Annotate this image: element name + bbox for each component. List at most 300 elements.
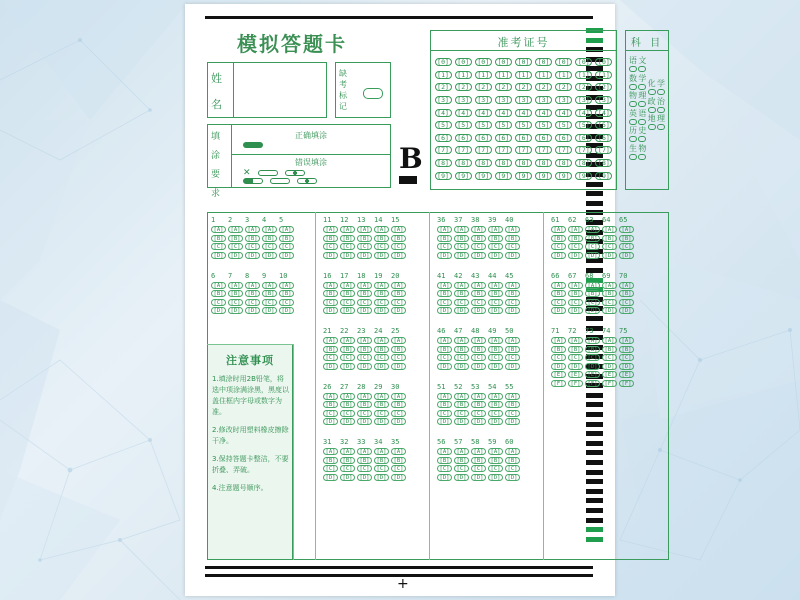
answer-bubble[interactable] — [391, 235, 408, 242]
answer-bubble[interactable] — [619, 299, 636, 306]
exam-number-bubble[interactable] — [594, 69, 614, 82]
answer-bubble[interactable] — [471, 307, 488, 314]
option-row[interactable] — [323, 337, 409, 344]
answer-bubble[interactable] — [211, 282, 228, 289]
answer-bubble[interactable] — [454, 226, 471, 233]
answer-bubble[interactable] — [568, 371, 585, 378]
exam-number-bubble[interactable] — [453, 94, 473, 107]
answer-block[interactable] — [323, 383, 409, 426]
option-row[interactable] — [551, 290, 637, 297]
option-row[interactable] — [437, 337, 523, 344]
subject-bubble[interactable] — [638, 119, 646, 125]
answer-bubble[interactable] — [245, 243, 262, 250]
answer-bubble[interactable] — [602, 252, 619, 259]
option-row[interactable] — [551, 226, 637, 233]
answer-bubble[interactable] — [245, 226, 262, 233]
option-row[interactable] — [437, 252, 523, 259]
answer-bubble[interactable] — [340, 252, 357, 259]
answer-bubble[interactable] — [471, 337, 488, 344]
answer-bubble[interactable] — [357, 401, 374, 408]
answer-bubble[interactable] — [374, 282, 391, 289]
answer-bubble[interactable] — [471, 235, 488, 242]
answer-bubble[interactable] — [391, 252, 408, 259]
answer-bubble[interactable] — [340, 354, 357, 361]
answer-bubble[interactable] — [488, 307, 505, 314]
option-row[interactable] — [551, 354, 637, 361]
answer-bubble[interactable] — [488, 465, 505, 472]
answer-bubble[interactable] — [323, 346, 340, 353]
exam-number-bubble[interactable] — [534, 169, 554, 182]
exam-number-bubble[interactable] — [534, 94, 554, 107]
answer-bubble[interactable] — [228, 235, 245, 242]
exam-number-bubble[interactable] — [453, 132, 473, 145]
exam-number-bubble[interactable] — [554, 69, 574, 82]
subject-bubble[interactable] — [657, 124, 665, 130]
answer-bubble[interactable] — [374, 290, 391, 297]
answer-bubble[interactable] — [619, 226, 636, 233]
exam-number-bubble[interactable] — [433, 132, 453, 145]
exam-number-bubble[interactable] — [534, 56, 554, 69]
answer-bubble[interactable] — [488, 401, 505, 408]
subject-entry[interactable] — [638, 91, 646, 107]
answer-bubble[interactable] — [471, 243, 488, 250]
answer-block[interactable] — [323, 327, 409, 370]
answer-bubble[interactable] — [245, 290, 262, 297]
answer-bubble[interactable] — [488, 282, 505, 289]
answer-bubble[interactable] — [471, 474, 488, 481]
answer-bubble[interactable] — [488, 299, 505, 306]
answer-bubble[interactable] — [437, 307, 454, 314]
answer-bubble[interactable] — [262, 243, 279, 250]
answer-bubble[interactable] — [211, 226, 228, 233]
answer-bubble[interactable] — [602, 371, 619, 378]
answer-bubble[interactable] — [357, 346, 374, 353]
exam-number-bubble[interactable] — [534, 106, 554, 119]
option-row[interactable] — [323, 363, 409, 370]
answer-bubble[interactable] — [568, 354, 585, 361]
answer-bubble[interactable] — [374, 346, 391, 353]
exam-number-bubble[interactable] — [473, 157, 493, 170]
exam-number-bubble[interactable] — [513, 132, 533, 145]
exam-number-bubble[interactable] — [433, 157, 453, 170]
answer-bubble[interactable] — [505, 448, 522, 455]
answer-bubble[interactable] — [437, 282, 454, 289]
answer-bubble[interactable] — [357, 282, 374, 289]
option-row[interactable] — [323, 410, 409, 417]
answer-bubble[interactable] — [391, 337, 408, 344]
answer-bubble[interactable] — [391, 418, 408, 425]
answer-bubble[interactable] — [374, 252, 391, 259]
answer-bubble[interactable] — [602, 226, 619, 233]
subject-entry[interactable] — [638, 144, 646, 160]
exam-number-bubble[interactable] — [574, 157, 594, 170]
answer-bubble[interactable] — [505, 252, 522, 259]
subject-bubble[interactable] — [629, 136, 637, 142]
answer-bubble[interactable] — [568, 282, 585, 289]
answer-bubble[interactable] — [391, 282, 408, 289]
answer-bubble[interactable] — [585, 371, 602, 378]
option-row[interactable] — [323, 299, 409, 306]
answer-bubble[interactable] — [340, 393, 357, 400]
answer-bubble[interactable] — [245, 299, 262, 306]
answer-bubble[interactable] — [585, 380, 602, 387]
answer-bubble[interactable] — [323, 337, 340, 344]
answer-bubble[interactable] — [551, 299, 568, 306]
answer-block[interactable] — [437, 383, 523, 426]
answer-bubble[interactable] — [471, 226, 488, 233]
answer-bubble[interactable] — [323, 457, 340, 464]
answer-bubble[interactable] — [262, 299, 279, 306]
exam-number-column[interactable] — [594, 56, 614, 186]
answer-bubble[interactable] — [568, 363, 585, 370]
answer-column-group[interactable] — [323, 216, 409, 490]
subject-entry[interactable] — [648, 114, 656, 130]
answer-block[interactable] — [437, 272, 523, 315]
exam-number-bubble[interactable] — [433, 94, 453, 107]
exam-number-column[interactable] — [574, 56, 594, 186]
answer-bubble[interactable] — [471, 252, 488, 259]
answer-bubble[interactable] — [279, 235, 296, 242]
option-row[interactable] — [323, 282, 409, 289]
exam-number-columns[interactable] — [433, 56, 614, 186]
option-row[interactable] — [437, 307, 523, 314]
answer-bubble[interactable] — [585, 226, 602, 233]
answer-bubble[interactable] — [488, 410, 505, 417]
answer-bubble[interactable] — [585, 243, 602, 250]
answer-bubble[interactable] — [505, 457, 522, 464]
option-row[interactable] — [323, 457, 409, 464]
answer-bubble[interactable] — [568, 252, 585, 259]
answer-block[interactable] — [551, 272, 637, 315]
answer-bubble[interactable] — [488, 393, 505, 400]
answer-bubble[interactable] — [488, 474, 505, 481]
exam-number-bubble[interactable] — [594, 157, 614, 170]
answer-bubble[interactable] — [374, 410, 391, 417]
exam-number-bubble[interactable] — [513, 69, 533, 82]
answer-bubble[interactable] — [551, 380, 568, 387]
answer-bubble[interactable] — [357, 307, 374, 314]
answer-bubble[interactable] — [340, 307, 357, 314]
exam-number-bubble[interactable] — [473, 132, 493, 145]
answer-block[interactable] — [437, 438, 523, 481]
answer-bubble[interactable] — [262, 290, 279, 297]
answer-bubble[interactable] — [340, 346, 357, 353]
answer-bubble[interactable] — [568, 380, 585, 387]
option-row[interactable] — [437, 401, 523, 408]
answer-bubble[interactable] — [437, 465, 454, 472]
answer-bubble[interactable] — [488, 363, 505, 370]
exam-number-bubble[interactable] — [433, 169, 453, 182]
exam-number-bubble[interactable] — [453, 106, 473, 119]
answer-bubble[interactable] — [488, 243, 505, 250]
answer-bubble[interactable] — [454, 393, 471, 400]
option-row[interactable] — [323, 474, 409, 481]
answer-bubble[interactable] — [505, 354, 522, 361]
option-row[interactable] — [323, 290, 409, 297]
answer-bubble[interactable] — [471, 448, 488, 455]
answer-bubble[interactable] — [340, 363, 357, 370]
option-row[interactable] — [437, 354, 523, 361]
exam-number-column[interactable] — [513, 56, 533, 186]
subject-bubble[interactable] — [638, 66, 646, 72]
exam-number-bubble[interactable] — [574, 132, 594, 145]
exam-number-bubble[interactable] — [513, 81, 533, 94]
answer-bubble[interactable] — [585, 235, 602, 242]
exam-number-bubble[interactable] — [594, 132, 614, 145]
exam-number-bubble[interactable] — [453, 81, 473, 94]
answer-bubble[interactable] — [357, 337, 374, 344]
option-row[interactable] — [323, 243, 409, 250]
subject-entry[interactable] — [648, 79, 656, 95]
answer-column-group[interactable] — [437, 216, 523, 490]
option-row[interactable] — [323, 346, 409, 353]
answer-bubble[interactable] — [619, 371, 636, 378]
exam-number-column[interactable] — [433, 56, 453, 186]
subject-column[interactable] — [629, 56, 637, 186]
answer-bubble[interactable] — [279, 226, 296, 233]
answer-bubble[interactable] — [391, 474, 408, 481]
answer-bubble[interactable] — [437, 346, 454, 353]
answer-bubble[interactable] — [602, 235, 619, 242]
answer-bubble[interactable] — [488, 235, 505, 242]
answer-bubble[interactable] — [505, 307, 522, 314]
answer-bubble[interactable] — [374, 418, 391, 425]
option-row[interactable] — [323, 252, 409, 259]
answer-bubble[interactable] — [488, 418, 505, 425]
answer-bubble[interactable] — [357, 474, 374, 481]
exam-number-bubble[interactable] — [534, 144, 554, 157]
option-row[interactable] — [437, 418, 523, 425]
subject-bubble[interactable] — [629, 84, 637, 90]
exam-number-bubble[interactable] — [513, 119, 533, 132]
option-row[interactable] — [437, 346, 523, 353]
answer-bubble[interactable] — [279, 299, 296, 306]
answer-bubble[interactable] — [454, 252, 471, 259]
subject-bubble[interactable] — [638, 101, 646, 107]
answer-bubble[interactable] — [505, 282, 522, 289]
answer-bubble[interactable] — [437, 354, 454, 361]
answer-bubble[interactable] — [454, 457, 471, 464]
answer-bubble[interactable] — [471, 290, 488, 297]
subject-entry[interactable] — [629, 126, 637, 142]
answer-bubble[interactable] — [551, 346, 568, 353]
answer-bubble[interactable] — [437, 457, 454, 464]
answer-bubble[interactable] — [602, 290, 619, 297]
exam-number-bubble[interactable] — [574, 144, 594, 157]
exam-number-bubble[interactable] — [554, 94, 574, 107]
answer-bubble[interactable] — [437, 337, 454, 344]
exam-number-column[interactable] — [534, 56, 554, 186]
option-row[interactable] — [437, 243, 523, 250]
answer-bubble[interactable] — [505, 290, 522, 297]
exam-number-bubble[interactable] — [493, 94, 513, 107]
subject-entry[interactable] — [638, 126, 646, 142]
exam-number-bubble[interactable] — [453, 119, 473, 132]
answer-block[interactable] — [551, 327, 637, 387]
option-row[interactable] — [551, 299, 637, 306]
answer-bubble[interactable] — [471, 299, 488, 306]
option-row[interactable] — [437, 448, 523, 455]
answer-bubble[interactable] — [391, 401, 408, 408]
answer-bubble[interactable] — [391, 307, 408, 314]
answer-bubble[interactable] — [471, 282, 488, 289]
subject-entry[interactable] — [638, 56, 646, 72]
exam-number-bubble[interactable] — [513, 106, 533, 119]
answer-bubble[interactable] — [357, 418, 374, 425]
answer-bubble[interactable] — [505, 235, 522, 242]
exam-number-bubble[interactable] — [574, 119, 594, 132]
option-row[interactable] — [437, 457, 523, 464]
exam-number-bubble[interactable] — [453, 169, 473, 182]
answer-bubble[interactable] — [262, 235, 279, 242]
option-row[interactable] — [211, 235, 297, 242]
exam-number-column[interactable] — [554, 56, 574, 186]
answer-bubble[interactable] — [391, 363, 408, 370]
subject-columns[interactable] — [629, 56, 665, 186]
answer-block[interactable] — [211, 216, 297, 259]
answer-bubble[interactable] — [357, 393, 374, 400]
answer-bubble[interactable] — [279, 290, 296, 297]
answer-bubble[interactable] — [488, 346, 505, 353]
answer-bubble[interactable] — [323, 393, 340, 400]
answer-bubble[interactable] — [488, 226, 505, 233]
option-row[interactable] — [323, 448, 409, 455]
answer-bubble[interactable] — [323, 363, 340, 370]
option-row[interactable] — [437, 290, 523, 297]
exam-number-bubble[interactable] — [594, 119, 614, 132]
answer-bubble[interactable] — [323, 465, 340, 472]
answer-bubble[interactable] — [619, 290, 636, 297]
exam-number-bubble[interactable] — [473, 106, 493, 119]
exam-number-bubble[interactable] — [493, 69, 513, 82]
exam-number-bubble[interactable] — [594, 94, 614, 107]
answer-column-group[interactable] — [211, 216, 297, 323]
answer-bubble[interactable] — [602, 380, 619, 387]
answer-bubble[interactable] — [211, 243, 228, 250]
answer-bubble[interactable] — [585, 354, 602, 361]
answer-bubble[interactable] — [437, 410, 454, 417]
answer-bubble[interactable] — [602, 299, 619, 306]
answer-block[interactable] — [323, 438, 409, 481]
exam-number-bubble[interactable] — [534, 81, 554, 94]
exam-number-bubble[interactable] — [473, 56, 493, 69]
subject-entry[interactable] — [629, 144, 637, 160]
option-row[interactable] — [437, 235, 523, 242]
exam-number-bubble[interactable] — [473, 119, 493, 132]
answer-bubble[interactable] — [505, 243, 522, 250]
exam-number-bubble[interactable] — [453, 144, 473, 157]
answer-bubble[interactable] — [391, 448, 408, 455]
exam-number-bubble[interactable] — [594, 169, 614, 182]
exam-number-bubble[interactable] — [513, 157, 533, 170]
answer-bubble[interactable] — [437, 290, 454, 297]
answer-bubble[interactable] — [602, 354, 619, 361]
answer-bubble[interactable] — [488, 252, 505, 259]
answer-bubble[interactable] — [437, 226, 454, 233]
answer-bubble[interactable] — [471, 465, 488, 472]
answer-bubble[interactable] — [323, 410, 340, 417]
exam-number-column[interactable] — [473, 56, 493, 186]
answer-bubble[interactable] — [323, 243, 340, 250]
exam-number-bubble[interactable] — [493, 132, 513, 145]
answer-bubble[interactable] — [454, 363, 471, 370]
option-row[interactable] — [551, 363, 637, 370]
answer-bubble[interactable] — [340, 448, 357, 455]
answer-bubble[interactable] — [454, 299, 471, 306]
answer-bubble[interactable] — [505, 393, 522, 400]
answer-bubble[interactable] — [471, 354, 488, 361]
exam-number-bubble[interactable] — [513, 169, 533, 182]
answer-bubble[interactable] — [323, 226, 340, 233]
answer-bubble[interactable] — [437, 393, 454, 400]
answer-bubble[interactable] — [585, 346, 602, 353]
exam-number-bubble[interactable] — [493, 144, 513, 157]
answer-bubble[interactable] — [437, 448, 454, 455]
answer-bubble[interactable] — [357, 354, 374, 361]
answer-bubble[interactable] — [391, 457, 408, 464]
answer-bubble[interactable] — [551, 290, 568, 297]
answer-bubble[interactable] — [262, 226, 279, 233]
answer-bubble[interactable] — [488, 337, 505, 344]
answer-bubble[interactable] — [471, 363, 488, 370]
subject-bubble[interactable] — [648, 124, 656, 130]
exam-number-bubble[interactable] — [493, 81, 513, 94]
answer-bubble[interactable] — [437, 401, 454, 408]
answer-bubble[interactable] — [585, 307, 602, 314]
exam-number-column[interactable] — [493, 56, 513, 186]
exam-number-bubble[interactable] — [554, 81, 574, 94]
answer-bubble[interactable] — [357, 243, 374, 250]
exam-number-bubble[interactable] — [433, 56, 453, 69]
answer-bubble[interactable] — [505, 299, 522, 306]
answer-bubble[interactable] — [471, 418, 488, 425]
answer-bubble[interactable] — [454, 401, 471, 408]
exam-number-bubble[interactable] — [473, 81, 493, 94]
subject-bubble[interactable] — [657, 89, 665, 95]
answer-bubble[interactable] — [357, 235, 374, 242]
answer-bubble[interactable] — [488, 354, 505, 361]
exam-number-bubble[interactable] — [473, 169, 493, 182]
answer-bubble[interactable] — [551, 243, 568, 250]
answer-bubble[interactable] — [437, 418, 454, 425]
subject-bubble[interactable] — [629, 66, 637, 72]
answer-bubble[interactable] — [551, 307, 568, 314]
answer-bubble[interactable] — [357, 410, 374, 417]
answer-bubble[interactable] — [374, 448, 391, 455]
answer-bubble[interactable] — [602, 363, 619, 370]
option-row[interactable] — [551, 380, 637, 387]
answer-bubble[interactable] — [374, 307, 391, 314]
option-row[interactable] — [211, 307, 297, 314]
option-row[interactable] — [211, 290, 297, 297]
exam-number-bubble[interactable] — [574, 56, 594, 69]
exam-number-bubble[interactable] — [493, 56, 513, 69]
exam-number-bubble[interactable] — [554, 144, 574, 157]
subject-bubble[interactable] — [648, 107, 656, 113]
answer-bubble[interactable] — [228, 282, 245, 289]
subject-entry[interactable] — [657, 79, 665, 95]
subject-bubble[interactable] — [638, 84, 646, 90]
answer-bubble[interactable] — [454, 337, 471, 344]
answer-bubble[interactable] — [211, 307, 228, 314]
exam-number-bubble[interactable] — [594, 106, 614, 119]
exam-number-bubble[interactable] — [433, 144, 453, 157]
answer-bubble[interactable] — [602, 243, 619, 250]
answer-bubble[interactable] — [374, 235, 391, 242]
answer-bubble[interactable] — [585, 290, 602, 297]
exam-number-bubble[interactable] — [554, 106, 574, 119]
subject-bubble[interactable] — [648, 89, 656, 95]
